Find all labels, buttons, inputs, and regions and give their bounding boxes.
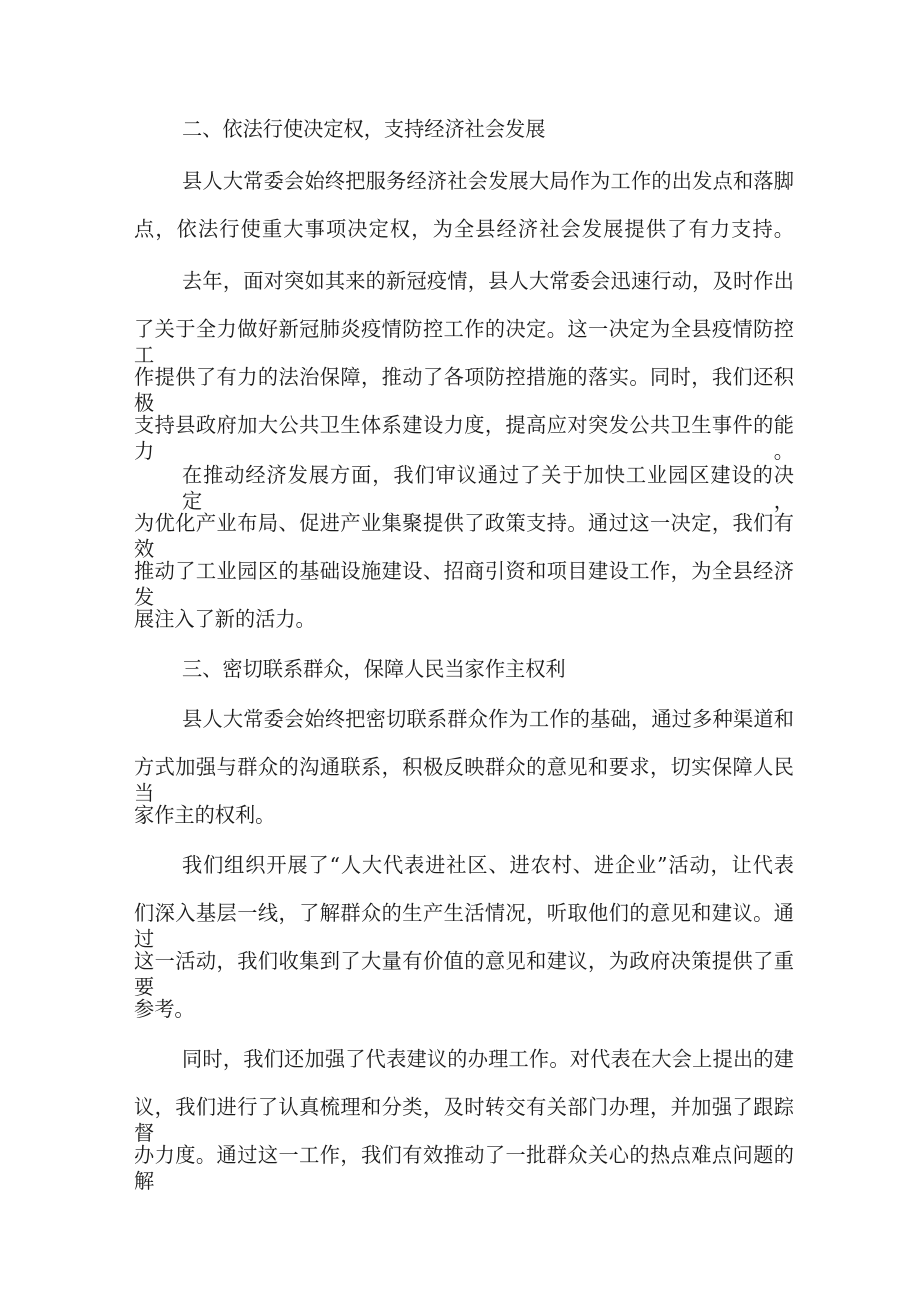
paragraph-line: 这一活动，我们收集到了大量有价值的意见和建议，为政府决策提供了重要 (134, 949, 794, 999)
paragraph-line: 为优化产业布局、促进产业集聚提供了政策支持。通过这一决定，我们有效 (134, 511, 794, 561)
paragraph-line: 我们组织开展了“人大代表进社区、进农村、进企业”活动，让代表 (182, 853, 794, 877)
paragraph-line: 方式加强与群众的沟通联系，积极反映群众的意见和要求，切实保障人民当 (134, 755, 794, 805)
paragraph-line: 在推动经济发展方面，我们审议通过了关于加快工业园区建设的决定， (182, 463, 794, 513)
paragraph-line: 们深入基层一线，了解群众的生产生活情况，听取他们的意见和建议。通过 (134, 901, 794, 951)
paragraph-line: 同时，我们还加强了代表建议的办理工作。对代表在大会上提出的建 (182, 1047, 794, 1071)
paragraph-line: 了关于全力做好新冠肺炎疫情防控工作的决定。这一决定为全县疫情防控工 (134, 317, 794, 367)
paragraph-line: 支持县政府加大公共卫生体系建设力度，提高应对突发公共卫生事件的能力。 (134, 413, 794, 463)
section-heading: 二、依法行使决定权，支持经济社会发展 (182, 117, 546, 141)
paragraph-line: 办力度。通过这一工作，我们有效推动了一批群众关心的热点难点问题的解 (134, 1143, 794, 1193)
paragraph-line: 家作主的权利。 (134, 803, 276, 827)
paragraph-line: 去年，面对突如其来的新冠疫情，县人大常委会迅速行动，及时作出 (182, 269, 794, 293)
paragraph-line: 县人大常委会始终把服务经济社会发展大局作为工作的出发点和落脚 (182, 169, 794, 193)
section-heading: 三、密切联系群众，保障人民当家作主权利 (182, 657, 566, 681)
paragraph-line: 县人大常委会始终把密切联系群众作为工作的基础，通过多种渠道和 (182, 707, 794, 731)
paragraph-line: 议，我们进行了认真梳理和分类，及时转交有关部门办理，并加强了跟踪督 (134, 1095, 794, 1145)
paragraph-line: 展注入了新的活力。 (134, 607, 316, 631)
paragraph-line: 推动了工业园区的基础设施建设、招商引资和项目建设工作，为全县经济发 (134, 559, 794, 609)
paragraph-line: 参考。 (134, 997, 195, 1021)
paragraph-line: 作提供了有力的法治保障，推动了各项防控措施的落实。同时，我们还积极 (134, 365, 794, 415)
paragraph-line: 点，依法行使重大事项决定权，为全县经济社会发展提供了有力支持。 (134, 217, 794, 241)
